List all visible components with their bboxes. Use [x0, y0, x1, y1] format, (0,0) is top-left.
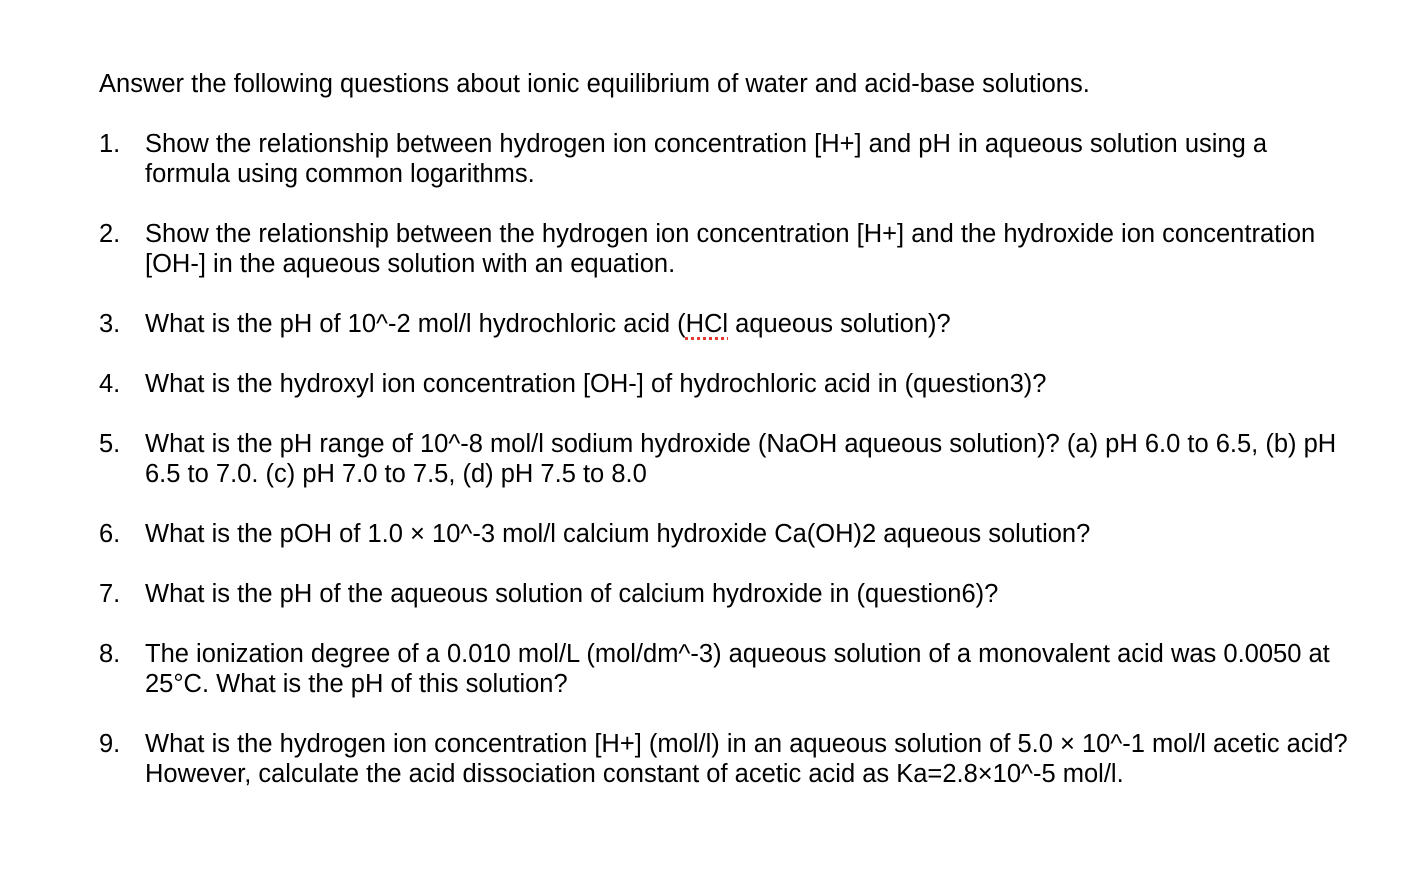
spellcheck-flagged-word[interactable]: HCl [685, 310, 729, 338]
question-5 [99, 429, 1359, 489]
question-number: 8. [99, 640, 121, 668]
question-4 [99, 369, 1359, 399]
question-text: What is the pH of the aqueous solution of calcium hydroxide in (question6)? [145, 580, 999, 608]
question-list [99, 129, 1359, 789]
document-body [99, 69, 1359, 819]
question-number: 6. [99, 520, 121, 548]
question-text: What is the hydroxyl ion concentration [OH-] of hydrochloric acid in (question3)? [145, 370, 1047, 398]
intro-text: Answer the following questions about ionic equilibrium of water and acid-base solutions. [99, 70, 1090, 98]
question-number: 5. [99, 430, 121, 458]
question-3 [99, 309, 1359, 339]
question-number: 3. [99, 310, 121, 338]
question-9 [99, 729, 1359, 789]
question-text: What is the pOH of 1.0 × 10^-3 mol/l calcium hydroxide Ca(OH)2 aqueous solution? [145, 520, 1091, 548]
question-number: 1. [99, 130, 121, 158]
question-text: What is the hydrogen ion concentration [H+] (mol/l) in an aqueous solution of 5.0 × 10^-1 mol/l acetic acid? However, calculate the acid dissociation constant of acetic acid as Ka=2.8×10^-5 mol/l. [145, 730, 1348, 788]
question-6 [99, 519, 1359, 549]
question-2 [99, 219, 1359, 279]
question-8 [99, 639, 1359, 699]
question-text: The ionization degree of a 0.010 mol/L (mol/dm^-3) aqueous solution of a monovalent acid was 0.0050 at 25°C. What is the pH of this solution? [145, 640, 1330, 698]
question-1 [99, 129, 1359, 189]
question-number: 9. [99, 730, 121, 758]
question-number: 7. [99, 580, 121, 608]
question-text [145, 309, 1359, 339]
question-7 [99, 579, 1359, 609]
question-text: Show the relationship between the hydrogen ion concentration [H+] and the hydroxide ion concentration [OH-] in the aqueous solution with an equation. [145, 220, 1316, 278]
question-text-before: What is the pH of 10^-2 mol/l hydrochloric acid ( [145, 310, 686, 338]
question-text: Show the relationship between hydrogen ion concentration [H+] and pH in aqueous solution using a formula using common logarithms. [145, 130, 1268, 188]
question-number: 2. [99, 220, 121, 248]
question-text-after: aqueous solution)? [728, 310, 951, 338]
question-text: What is the pH range of 10^-8 mol/l sodium hydroxide (NaOH aqueous solution)? (a) pH 6.0 to 6.5, (b) pH 6.5 to 7.0. (c) pH 7.0 to 7.5, (d) pH 7.5 to 8.0 [145, 430, 1337, 488]
question-number: 4. [99, 370, 121, 398]
